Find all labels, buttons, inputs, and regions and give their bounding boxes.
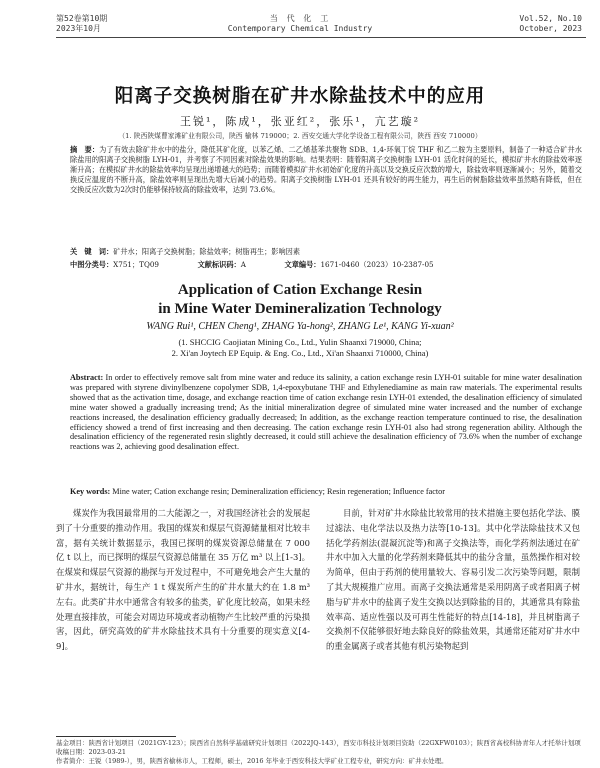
article-title-cn: 阳离子交换树脂在矿井水除盐技术中的应用 bbox=[114, 86, 486, 107]
article-no-label: 文章编号： bbox=[284, 260, 321, 269]
body-column-right bbox=[326, 506, 580, 654]
doc-code-value: A bbox=[240, 260, 246, 269]
keywords-cn-text: 矿井水；阳离子交换树脂；除盐效率；树脂再生；影响因素 bbox=[113, 247, 301, 256]
journal-name-en: Contemporary Chemical Industry bbox=[227, 24, 373, 33]
affiliation-cn: （1. 陕西陕煤曹家滩矿业有限公司，陕西 榆林 719000；2. 西安交通大学化学设备工程有限公司，陕西 西安 710000） bbox=[118, 132, 482, 140]
title-en-line1: Application of Cation Exchange Resin bbox=[177, 282, 423, 298]
header-date: 2023年10月 bbox=[56, 24, 101, 33]
affiliation-en bbox=[0, 337, 600, 359]
header-rule bbox=[56, 37, 586, 38]
cls-value: X751；TQ09 bbox=[113, 260, 159, 269]
abstract-cn bbox=[70, 145, 582, 195]
abstract-cn-label: 摘 要： bbox=[70, 145, 100, 154]
cls-label: 中图分类号： bbox=[70, 260, 114, 269]
keywords-en-label: Key words: bbox=[70, 487, 111, 496]
title-en-line2: in Mine Water Demineralization Technology bbox=[158, 301, 442, 317]
article-title-en bbox=[0, 281, 600, 319]
keywords-cn-label: 关 键 词： bbox=[70, 247, 114, 256]
running-header-right bbox=[519, 14, 582, 34]
authors-cn: 王锐¹，陈成¹，张亚红²，张乐¹，亢艺璇² bbox=[179, 115, 421, 128]
journal-name-cn: 当 代 化 工 bbox=[269, 14, 331, 23]
header-volume: 第52卷第10期 bbox=[56, 14, 108, 23]
affil-en-line1: (1. SHCCIG Caojiatan Mining Co., Ltd., Yulin Shaanxi 719000, China; bbox=[178, 337, 422, 347]
header-date-en: October, 2023 bbox=[519, 24, 582, 33]
abstract-cn-text: 为了有效去除矿井水中的盐分，降低其矿化度，以苯乙烯、二乙烯基苯共聚物 SDB、1,4-环氧丁烷 THF 和乙二胺为主要原料，制备了一种适合矿井水除盐用的阳离子交换树脂 LYH-01，并考察了不同因素对除盐效果的影响。结果表明：随着阳离子交换树脂 LYH-01 活化时间的延长，模拟矿井水的除盐效率逐渐升高；在模拟矿井水的除盐效率均呈现出递增越大的趋势；而随着模拟矿井水初始矿化度的升高以及交换反应次数的增大，除盐效率则逐渐减小；另外，随着交换反应温度的不断升高，除盐效率则呈现出先增大后减小的趋势。阳离子交换树脂 LYH-01 还具有较好的再生能力，再生后的树脂除盐效率虽然略有降低，但在交换反应次数为2次时仍能够保持较高的除盐效率，达到 73.6%。 bbox=[70, 145, 582, 195]
footnote-funding: 基金项目：陕西省计划项目（2021GY-123）；陕西省自然科学基础研究计划项目（2022JQ-143），西安市科技计划项目资助（22GXFW0103）；陕西省高校科协青年人才托举计划项 bbox=[56, 739, 581, 747]
keywords-cn bbox=[70, 247, 582, 257]
abstract-en-label: Abstract: bbox=[70, 373, 104, 382]
footnote-rule bbox=[56, 736, 176, 737]
body-paragraph: 目前，针对矿井水除盐比较常用的技术措施主要包括化学法、膜过滤法、电化学法以及热力法等[10-13]。其中化学法除盐技术又包括化学药剂法(混凝沉淀等)和离子交换法等，而化学药剂法通过在矿井水中加入大量的化学药剂来降低其中的盐分含量，虽然操作相对较为简单，但由于药剂的使用量较大、容易引发二次污染等问题，限制了其大规模推广应用。而离子交换法通常是采用阴离子或者阳离子树脂与矿井水中的盐离子发生交换以达到除盐的目的，其通常具有除盐效率高、适应性强以及可再生性能好的特点[14-18]，并且树脂离子交换剂不仅能够很好地去除良好的除盐效果，其通常还能对矿井水中的重金属离子或者其他有机污染物起到 bbox=[326, 508, 580, 652]
affil-en-line2: 2. Xi'an Joytech EP Equip. & Eng. Co., Ltd., Xi'an Shaanxi 710000, China) bbox=[171, 348, 429, 358]
keywords-en-text: Mine water; Cation exchange resin; Demineralization efficiency; Resin regeneration; Influence factor bbox=[112, 487, 445, 496]
classification-line bbox=[70, 260, 582, 270]
running-header-center bbox=[0, 14, 600, 34]
abstract-en bbox=[70, 373, 582, 452]
article-no-value: 1671-0460（2023）10-2387-05 bbox=[320, 260, 434, 269]
header-volume-en: Vol.52, No.10 bbox=[519, 14, 582, 23]
authors-en: WANG Rui¹, CHEN Cheng¹, ZHANG Ya-hong², ZHANG Le¹, KANG Yi-xuan² bbox=[146, 321, 454, 332]
doc-code-label: 文献标识码： bbox=[197, 260, 241, 269]
keywords-en bbox=[70, 487, 582, 496]
abstract-en-text: In order to effectively remove salt from mine water and reduce its salinity, a cation exchange resin LYH-01 suitable for mine water desalination was prepared with styrene divinylbenzene copolymer SDB, 1,4-epoxybutane THF and Ethylenediamine as main raw materials. The experimental results showed that as the activation time, dosage, and exchange reaction time of cation exchange resin LYH-01 extended, the desalination efficiency of simulated mine water showed a gradually increasing trend; As the initial mineralization degree of simulated mine water increased and the number of exchange reactions increased, the desalination efficiency gradually decreased; In addition, as the exchange reaction temperature continued to rise, the desalination efficiency showed a trend of first increasing and then decreasing. The cation exchange resin LYH-01 also had strong regeneration ability. Although the desalination efficiency of the regenerated resin slightly decreased, it could still achieve the desalination efficiency of 73.6% when the number of exchange reactions was 2, achieving good desalination effect. bbox=[70, 373, 583, 452]
footnote-received: 收稿日期：2023-03-21 bbox=[56, 748, 126, 756]
footnote-author-bio: 作者简介：王锐（1989-），男，陕西省榆林市人，工程师，硕士，2016 年毕业于西安科技大学矿业工程专业，研究方向：矿井水处理。 bbox=[56, 757, 448, 765]
body-paragraph: 煤炭作为我国最常用的二大能源之一，对我国经济社会的发展起到了十分重要的推动作用。我国的煤炭和煤层气资源储量相对比较丰富，据有关统计数据显示，我国已探明的煤炭资源总储量在 7 000 亿 t 以上，而已探明的煤层气资源总储量在 35 万亿 m³ 以上[1-3]。在煤炭和煤层气资源的勘探与开发过程中，不可避免地会产生大量的矿井水，据统计，每生产 1 t 煤炭所产生的矿井水量大约在 1.8 m³ 左右。此类矿井水中通常含有较多的盐类，矿化度比较高，如果未经处理直接排放，可能会对周边环境或者动植物产生比较严重的污染损害，因此，研究高效的矿井水除盐技术具有十分重要的现实意义[4-9]。 bbox=[56, 508, 310, 652]
body-column-left bbox=[56, 506, 310, 654]
